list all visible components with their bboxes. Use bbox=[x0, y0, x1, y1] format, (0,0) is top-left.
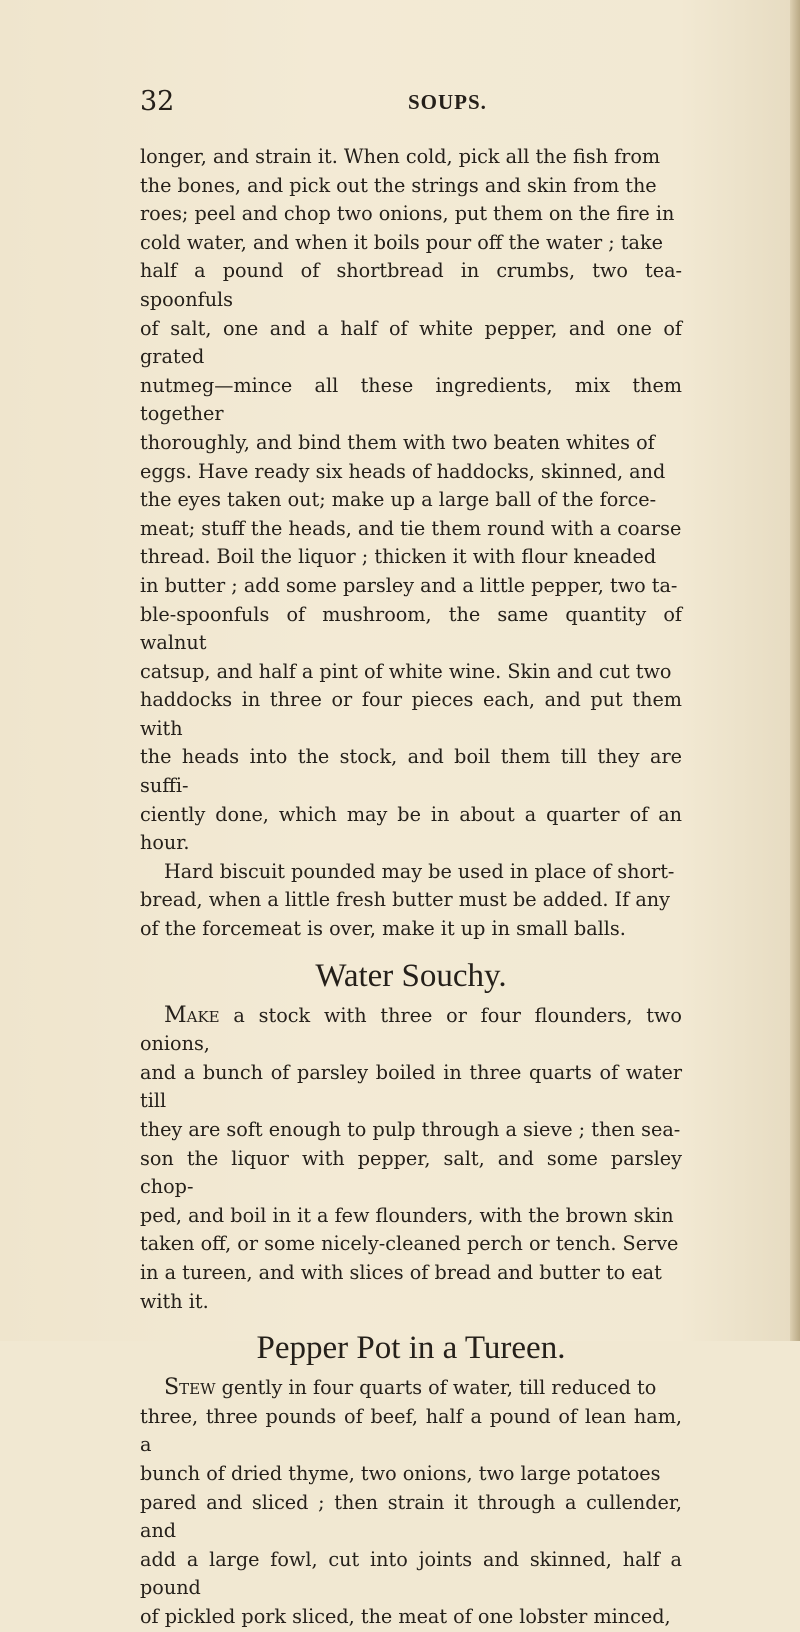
text-line: ble-spoonfuls of mushroom, the same quantity of walnut bbox=[140, 602, 682, 655]
text-line: thoroughly, and bind them with two beaten whites of bbox=[140, 430, 655, 454]
text-line: ped, and boil in it a few flounders, with the brown skin bbox=[140, 1203, 674, 1227]
text-line: of pickled pork sliced, the meat of one lobster minced, bbox=[140, 1604, 671, 1628]
text-line: Hard biscuit pounded may be used in place of short- bbox=[164, 859, 675, 883]
text-line bbox=[140, 1002, 682, 1059]
text-line: they are soft enough to pulp through a sieve ; then sea- bbox=[140, 1118, 681, 1141]
text-line-rest: a stock with three or four flounders, two onions, bbox=[140, 1003, 682, 1056]
text-line: eggs. Have ready six heads of haddocks, skinned, and bbox=[140, 459, 666, 483]
paragraph-shortbread-note bbox=[140, 858, 682, 944]
drop-word: Stew bbox=[164, 1375, 216, 1401]
text-line: cold water, and when it boils pour off the water ; take bbox=[140, 230, 663, 254]
page-number: 32 bbox=[140, 86, 175, 117]
drop-word: Make bbox=[164, 1002, 220, 1028]
text-line: pared and sliced ; then strain it through a cullender, and bbox=[140, 1490, 682, 1543]
text-line: the eyes taken out; make up a large ball of the force- bbox=[140, 488, 657, 512]
text-line: the bones, and pick out the strings and skin from the bbox=[140, 173, 657, 197]
text-line: roes; peel and chop two onions, put them on the fire in bbox=[140, 202, 675, 226]
page-edge-shadow bbox=[790, 0, 800, 1341]
text-line bbox=[140, 1374, 682, 1403]
text-line: the heads into the stock, and boil them till they are suffi- bbox=[140, 745, 682, 798]
text-line: ciently done, which may be in about a quarter of an hour. bbox=[140, 802, 682, 855]
heading-water-souchy: Water Souchy. bbox=[315, 957, 507, 994]
text-line: bunch of dried thyme, two onions, two large potatoes bbox=[140, 1461, 661, 1485]
text-line: three, three pounds of beef, half a pound of lean ham, a bbox=[140, 1404, 682, 1457]
text-line: bread, when a little fresh butter must be added. If any bbox=[140, 888, 670, 912]
text-line: taken off, or some nicely-cleaned perch or tench. Serve bbox=[140, 1232, 679, 1256]
heading-pepper-pot: Pepper Pot in a Tureen. bbox=[256, 1330, 566, 1367]
text-line: in a tureen, and with slices of bread and butter to eat bbox=[140, 1260, 662, 1284]
text-line: meat; stuff the heads, and tie them round with a coarse bbox=[140, 516, 682, 540]
text-line: of salt, one and a half of white pepper, and one of grated bbox=[140, 316, 682, 369]
text-line: longer, and strain it. When cold, pick all the fish from bbox=[140, 145, 661, 168]
paragraph-water-souchy bbox=[140, 1002, 682, 1317]
text-line: haddocks in three or four pieces each, and put them with bbox=[140, 688, 682, 740]
running-head: SOUPS. bbox=[408, 90, 487, 114]
text-line: in butter ; add some parsley and a little pepper, two ta- bbox=[140, 573, 678, 597]
text-line: add a large fowl, cut into joints and skinned, half a pound bbox=[140, 1547, 682, 1600]
paragraph-haddock-recipe bbox=[140, 143, 682, 858]
text-line-rest: gently in four quarts of water, till reduced to bbox=[215, 1376, 657, 1400]
page-header bbox=[140, 86, 660, 122]
text-line: of the forcemeat is over, make it up in small balls. bbox=[140, 917, 626, 941]
paragraph-pepper-pot bbox=[140, 1374, 682, 1631]
text-line: with it. bbox=[140, 1289, 209, 1313]
text-line: son the liquor with pepper, salt, and some parsley chop- bbox=[140, 1146, 682, 1199]
text-line: catsup, and half a pint of white wine. Skin and cut two bbox=[140, 659, 672, 683]
text-line: thread. Boil the liquor ; thicken it with flour kneaded bbox=[140, 545, 657, 569]
text-line: half a pound of shortbread in crumbs, two tea-spoonfuls bbox=[140, 259, 682, 311]
text-line: nutmeg—mince all these ingredients, mix them together bbox=[140, 373, 682, 426]
text-line: and a bunch of parsley boiled in three quarts of water till bbox=[140, 1060, 682, 1113]
page-body bbox=[140, 143, 682, 1632]
